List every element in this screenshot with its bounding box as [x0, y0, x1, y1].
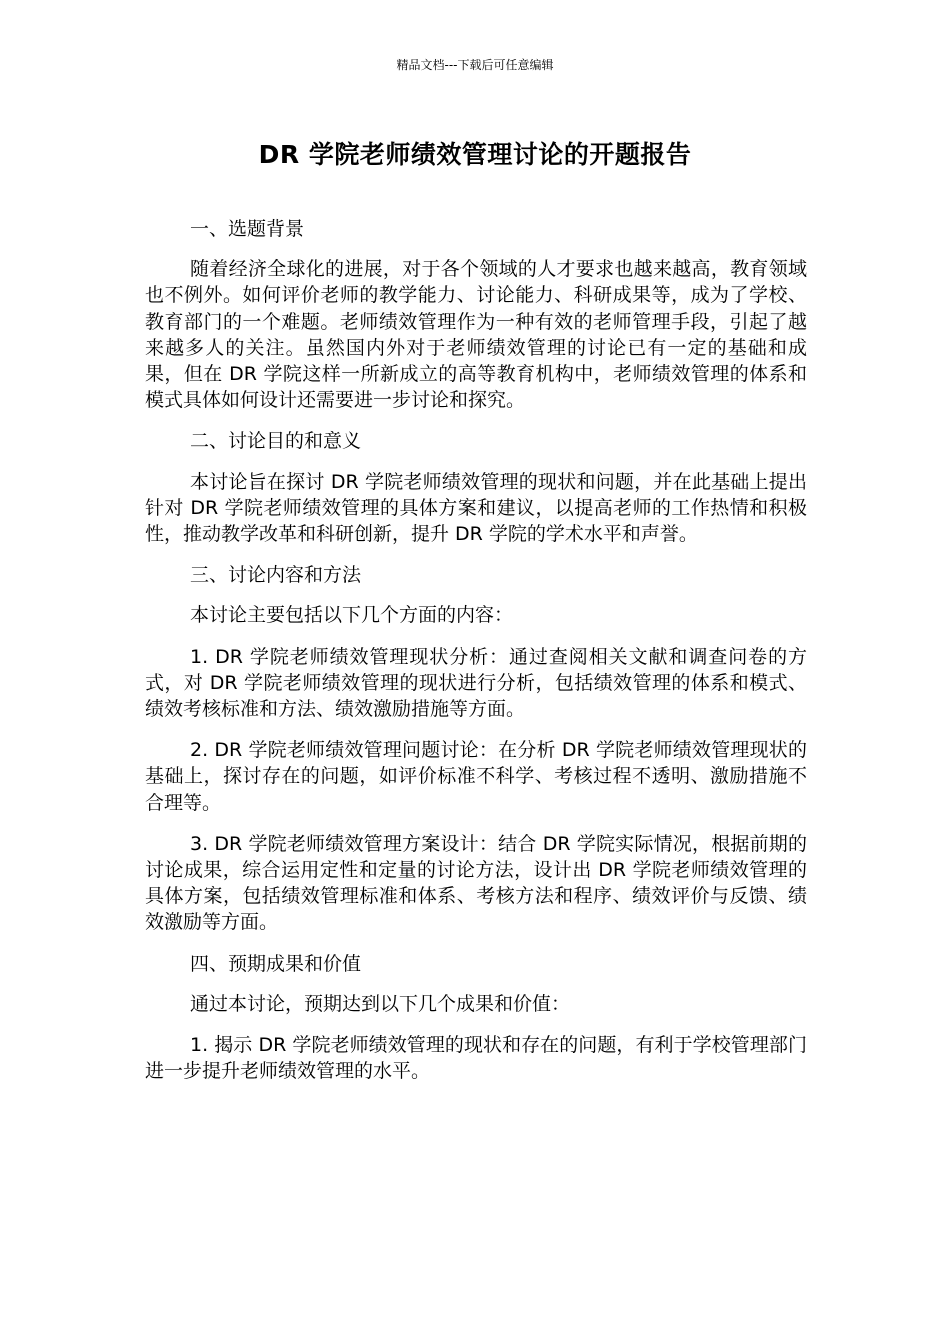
- paragraph-content-item-1: 1. DR 学院老师绩效管理现状分析：通过查阅相关文献和调查问卷的方式，对 DR 学院老师绩效管理的现状进行分析，包括绩效管理的体系和模式、绩效考核标准和方法、绩效激励措施等方面。: [145, 645, 807, 721]
- page-header-note: 精品文档---下载后可任意编辑: [396, 58, 554, 72]
- section-heading-background: 一、选题背景: [190, 218, 305, 240]
- paragraph-content-item-3: 3. DR 学院老师绩效管理方案设计：结合 DR 学院实际情况，根据前期的讨论成果，综合运用定性和定量的讨论方法，设计出 DR 学院老师绩效管理的具体方案，包括绩效管理标准和体系、考核方法和程序、绩效评价与反馈、绩效激励等方面。: [145, 832, 807, 934]
- document-body: [145, 216, 807, 1099]
- document-title: DR 学院老师绩效管理讨论的开题报告: [258, 140, 692, 169]
- section-heading-expected-results: 四、预期成果和价值: [190, 952, 362, 975]
- section-heading-content-methods: 三、讨论内容和方法: [190, 564, 362, 587]
- paragraph-purpose: 本讨论旨在探讨 DR 学院老师绩效管理的现状和问题，并在此基础上提出针对 DR 学院老师绩效管理的具体方案和建议，以提高老师的工作热情和积极性，推动教学改革和科研创新，提升 DR 学院的学术水平和声誉。: [145, 470, 807, 546]
- section-heading-purpose: 二、讨论目的和意义: [190, 430, 362, 453]
- paragraph-content-item-2: 2. DR 学院老师绩效管理问题讨论：在分析 DR 学院老师绩效管理现状的基础上，探讨存在的问题，如评价标准不科学、考核过程不透明、激励措施不合理等。: [145, 739, 807, 814]
- paragraph-results-intro: 通过本讨论，预期达到以下几个成果和价值：: [190, 992, 571, 1015]
- paragraph-background: 随着经济全球化的进展，对于各个领域的人才要求也越来越高，教育领域也不例外。如何评价老师的教学能力、讨论能力、科研成果等，成为了学校、教育部门的一个难题。老师绩效管理作为一种有效的老师管理手段，引起了越来越多人的关注。虽然国内外对于老师绩效管理的讨论已有一定的基础和成果，但在 DR 学院这样一所新成立的高等教育机构中，老师绩效管理的体系和模式具体如何设计还需要进一步讨论和探究。: [145, 258, 807, 412]
- paragraph-content-intro: 本讨论主要包括以下几个方面的内容：: [190, 604, 514, 627]
- paragraph-results-item-1: 1. 揭示 DR 学院老师绩效管理的现状和存在的问题，有利于学校管理部门进一步提升老师绩效管理的水平。: [145, 1034, 807, 1083]
